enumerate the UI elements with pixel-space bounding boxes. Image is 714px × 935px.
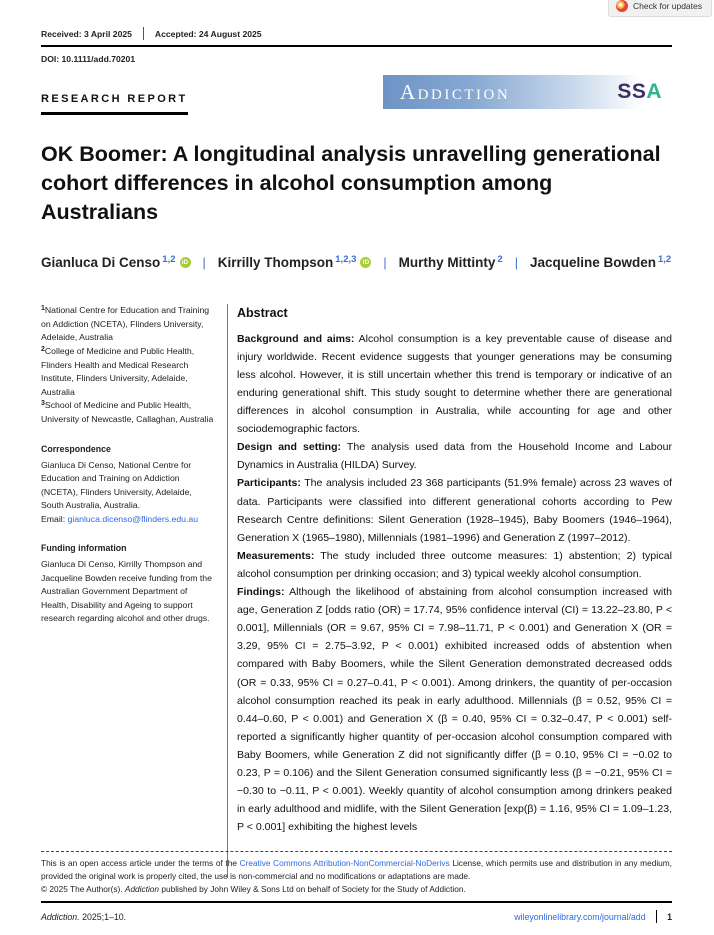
copyright-statement [41, 884, 672, 894]
author-affiliation-sup: 2 [497, 254, 503, 266]
citation [41, 912, 126, 922]
page-number: 1 [667, 911, 672, 922]
paragraph-label: Findings: [237, 586, 285, 599]
journal-name: Addiction [400, 79, 511, 104]
journal-banner [383, 75, 672, 109]
copyright-pre: © 2025 The Author(s). [41, 884, 125, 894]
copyright-journal: Addiction [124, 884, 160, 894]
abstract-paragraph-measurements [237, 547, 672, 583]
email-link[interactable]: gianluca.dicenso@flinders.edu.au [67, 513, 199, 524]
paragraph-text: Alcohol consumption is a key preventable cause of disease and injury worldwide. Recent evidence suggests that younger generations may be consuming less alcohol. However, it is still uncertain whether this trend is temporary or indicative of an enduring generational shift. This study sought to determine whether there are generational differences in alcohol consumption in Australia, while accounting for age and other sociodemographic factors. [237, 332, 673, 436]
citation-journal: Addiction. [41, 911, 80, 922]
orcid-icon[interactable] [180, 257, 191, 268]
author-affiliation-sup: 1,2 [162, 254, 176, 266]
wiley-online-library-link[interactable]: wileyonlinelibrary.com/journal/add [514, 911, 646, 922]
header-branding [41, 73, 672, 115]
paragraph-text: The study included three outcome measures: 1) abstention; 2) typical alcohol consumption per drinking occasion; and 3) typical weekly alcohol consumption. [237, 549, 672, 580]
citation-pages: 2025;1–10. [79, 911, 127, 922]
author [41, 255, 191, 270]
correspondence-text: Gianluca Di Censo, National Centre for Education and Training on Addiction (NCETA), Flinders University, Adelaide, South Australia, Australia. [41, 459, 192, 511]
abstract-paragraph-design [237, 438, 672, 474]
affiliation-sup: 2 [41, 345, 45, 353]
affiliation-sup: 1 [41, 304, 45, 312]
paragraph-text: Although the likelihood of abstaining from alcohol consumption increased with age, Generation Z [odds ratio (OR) = 17.74, 95% confidence interval (CI) = 13.22–23.80, P < 0.001], Millennials (OR = 9.67, 95% CI = 7.98–11.71, P < 0.001) and Generation X (OR = 3.29, 95% CI = 2.75–3.92, P < 0.001) exhibited increased odds of abstention when compared with Baby Boomers, while the Silent Generation demonstrated decreased odds (OR = 0.33, 95% CI = 0.27–0.41, P < 0.001). Among drinkers, the quantity of per-occasion alcohol consumption reached its peak in early adulthood. Millennials (β = 0.52, 95% CI = 0.44–0.60, P < 0.001) and Generation X (β = 0.40, 95% CI = 0.32–0.47, P < 0.001) self-reported a significantly higher quantity of per-occasion alcohol consumption compared with Baby Boomers, while Generation Z did not significantly differ (β = 0.10, 95% CI = −0.02 to 0.23, P = 0.106) and the Silent Generation consumed significantly less (β = −0.21, 95% CI = −0.30 to −0.11, P < 0.001). Weekly quantity of alcohol consumption among drinkers peaked in early adulthood and midlife, with the Silent Generation [exp(β) = 1.16, 95% CI = 1.09–1.23, P < 0.001] exhibiting the highest levels [237, 586, 672, 834]
received-date: Received: 3 April 2025 [41, 28, 132, 39]
header-meta [41, 0, 672, 47]
affiliation-3 [41, 399, 216, 426]
crossmark-icon [616, 0, 628, 12]
affiliation-text: National Centre for Education and Training on Addiction (NCETA), Flinders University, Adelaide, Australia [41, 304, 210, 343]
author [399, 255, 503, 270]
footer-right [514, 910, 672, 923]
affiliation-text: School of Medicine and Public Health, University of Newcastle, Callaghan, Australia [41, 400, 214, 425]
meta-divider [143, 27, 144, 40]
bottom-bar [41, 901, 672, 923]
creative-commons-link[interactable]: Creative Commons Attribution-NonCommercial-NoDerivs [239, 858, 450, 869]
author-separator: | [383, 256, 387, 271]
paragraph-text: The analysis included 23 368 participants (51.9% female) across 23 waves of data. Participants were classified into different generational cohorts according to Pew Research Centre definitions: Silent Generation (1928–1945), Baby Boomers (1946–1964), Generation X (1965–1980), Millennials (1981–1996) and Generation Z (1997–2012). [237, 477, 672, 544]
affiliation-sup: 3 [41, 400, 45, 408]
funding-text: Gianluca Di Censo, Kirrilly Thompson and Jacqueline Bowden receive funding from the Australian Government Department of Health, Disability and Ageing to support research regarding alcohol and other drugs. [41, 559, 212, 624]
affiliation-1 [41, 304, 216, 345]
page-footer [41, 851, 672, 923]
paragraph-label: Participants: [237, 477, 301, 490]
author [218, 255, 372, 270]
license-pre: This is an open access article under the terms of the [41, 858, 240, 869]
article-type-label: RESEARCH REPORT [41, 93, 188, 115]
paragraph-label: Measurements: [237, 549, 315, 562]
correspondence-email-line [41, 513, 216, 527]
abstract-heading: Abstract [237, 305, 288, 320]
sidebar [41, 304, 216, 878]
accepted-date: Accepted: 24 August 2025 [154, 28, 262, 39]
page-title: OK Boomer: A longitudinal analysis unravelling generational cohort differences in alcohol consumption among Australians [41, 142, 661, 224]
paragraph-text: The analysis used data from the Household Income and Labour Dynamics in Australia (HILDA) Survey. [237, 441, 673, 472]
affiliation-2 [41, 345, 216, 400]
copyright-post: published by John Wiley & Sons Ltd on behalf of Society for the Study of Addiction. [159, 884, 466, 894]
abstract-paragraph-participants [237, 474, 672, 546]
content-columns [41, 304, 672, 878]
author-affiliation-sup: 1,2,3 [335, 254, 357, 266]
paragraph-label: Design and setting: [237, 441, 342, 454]
author-name: Kirrilly Thompson [217, 255, 334, 271]
license-statement [41, 851, 672, 883]
author-name: Jacqueline Bowden [529, 255, 656, 271]
orcid-icon[interactable] [360, 257, 371, 268]
author-name: Gianluca Di Censo [41, 255, 161, 271]
check-for-updates-button[interactable] [608, 0, 712, 17]
correspondence-heading: Correspondence [41, 443, 111, 454]
abstract-column [227, 304, 672, 878]
page-number-divider [656, 910, 658, 923]
author-separator: | [202, 256, 206, 271]
doi: DOI: 10.1111/add.70201 [41, 54, 136, 64]
check-for-updates-label: Check for updates [633, 1, 702, 11]
ssa-logo [617, 80, 662, 104]
funding-heading: Funding information [41, 543, 127, 554]
affiliation-text: College of Medicine and Public Health, Flinders Health and Medical Research Institute, Flinders University, Adelaide, Australia [41, 345, 195, 397]
author [530, 255, 671, 270]
author-name: Murthy Mittinty [398, 255, 496, 271]
license-post: License, which permits use and distribution in any medium, provided the original work is properly cited, the use is non-commercial and no modifications or adaptations are made. [41, 858, 672, 882]
abstract-paragraph-background [237, 330, 672, 439]
email-label: Email: [41, 513, 68, 524]
ssa-logo-a: A [646, 80, 662, 103]
abstract-paragraph-findings [237, 583, 672, 836]
author-separator: | [514, 256, 518, 271]
paragraph-label: Background and aims: [237, 332, 355, 345]
author-list [41, 249, 672, 277]
ssa-logo-ss: SS [617, 80, 647, 103]
author-affiliation-sup: 1,2 [657, 254, 672, 266]
